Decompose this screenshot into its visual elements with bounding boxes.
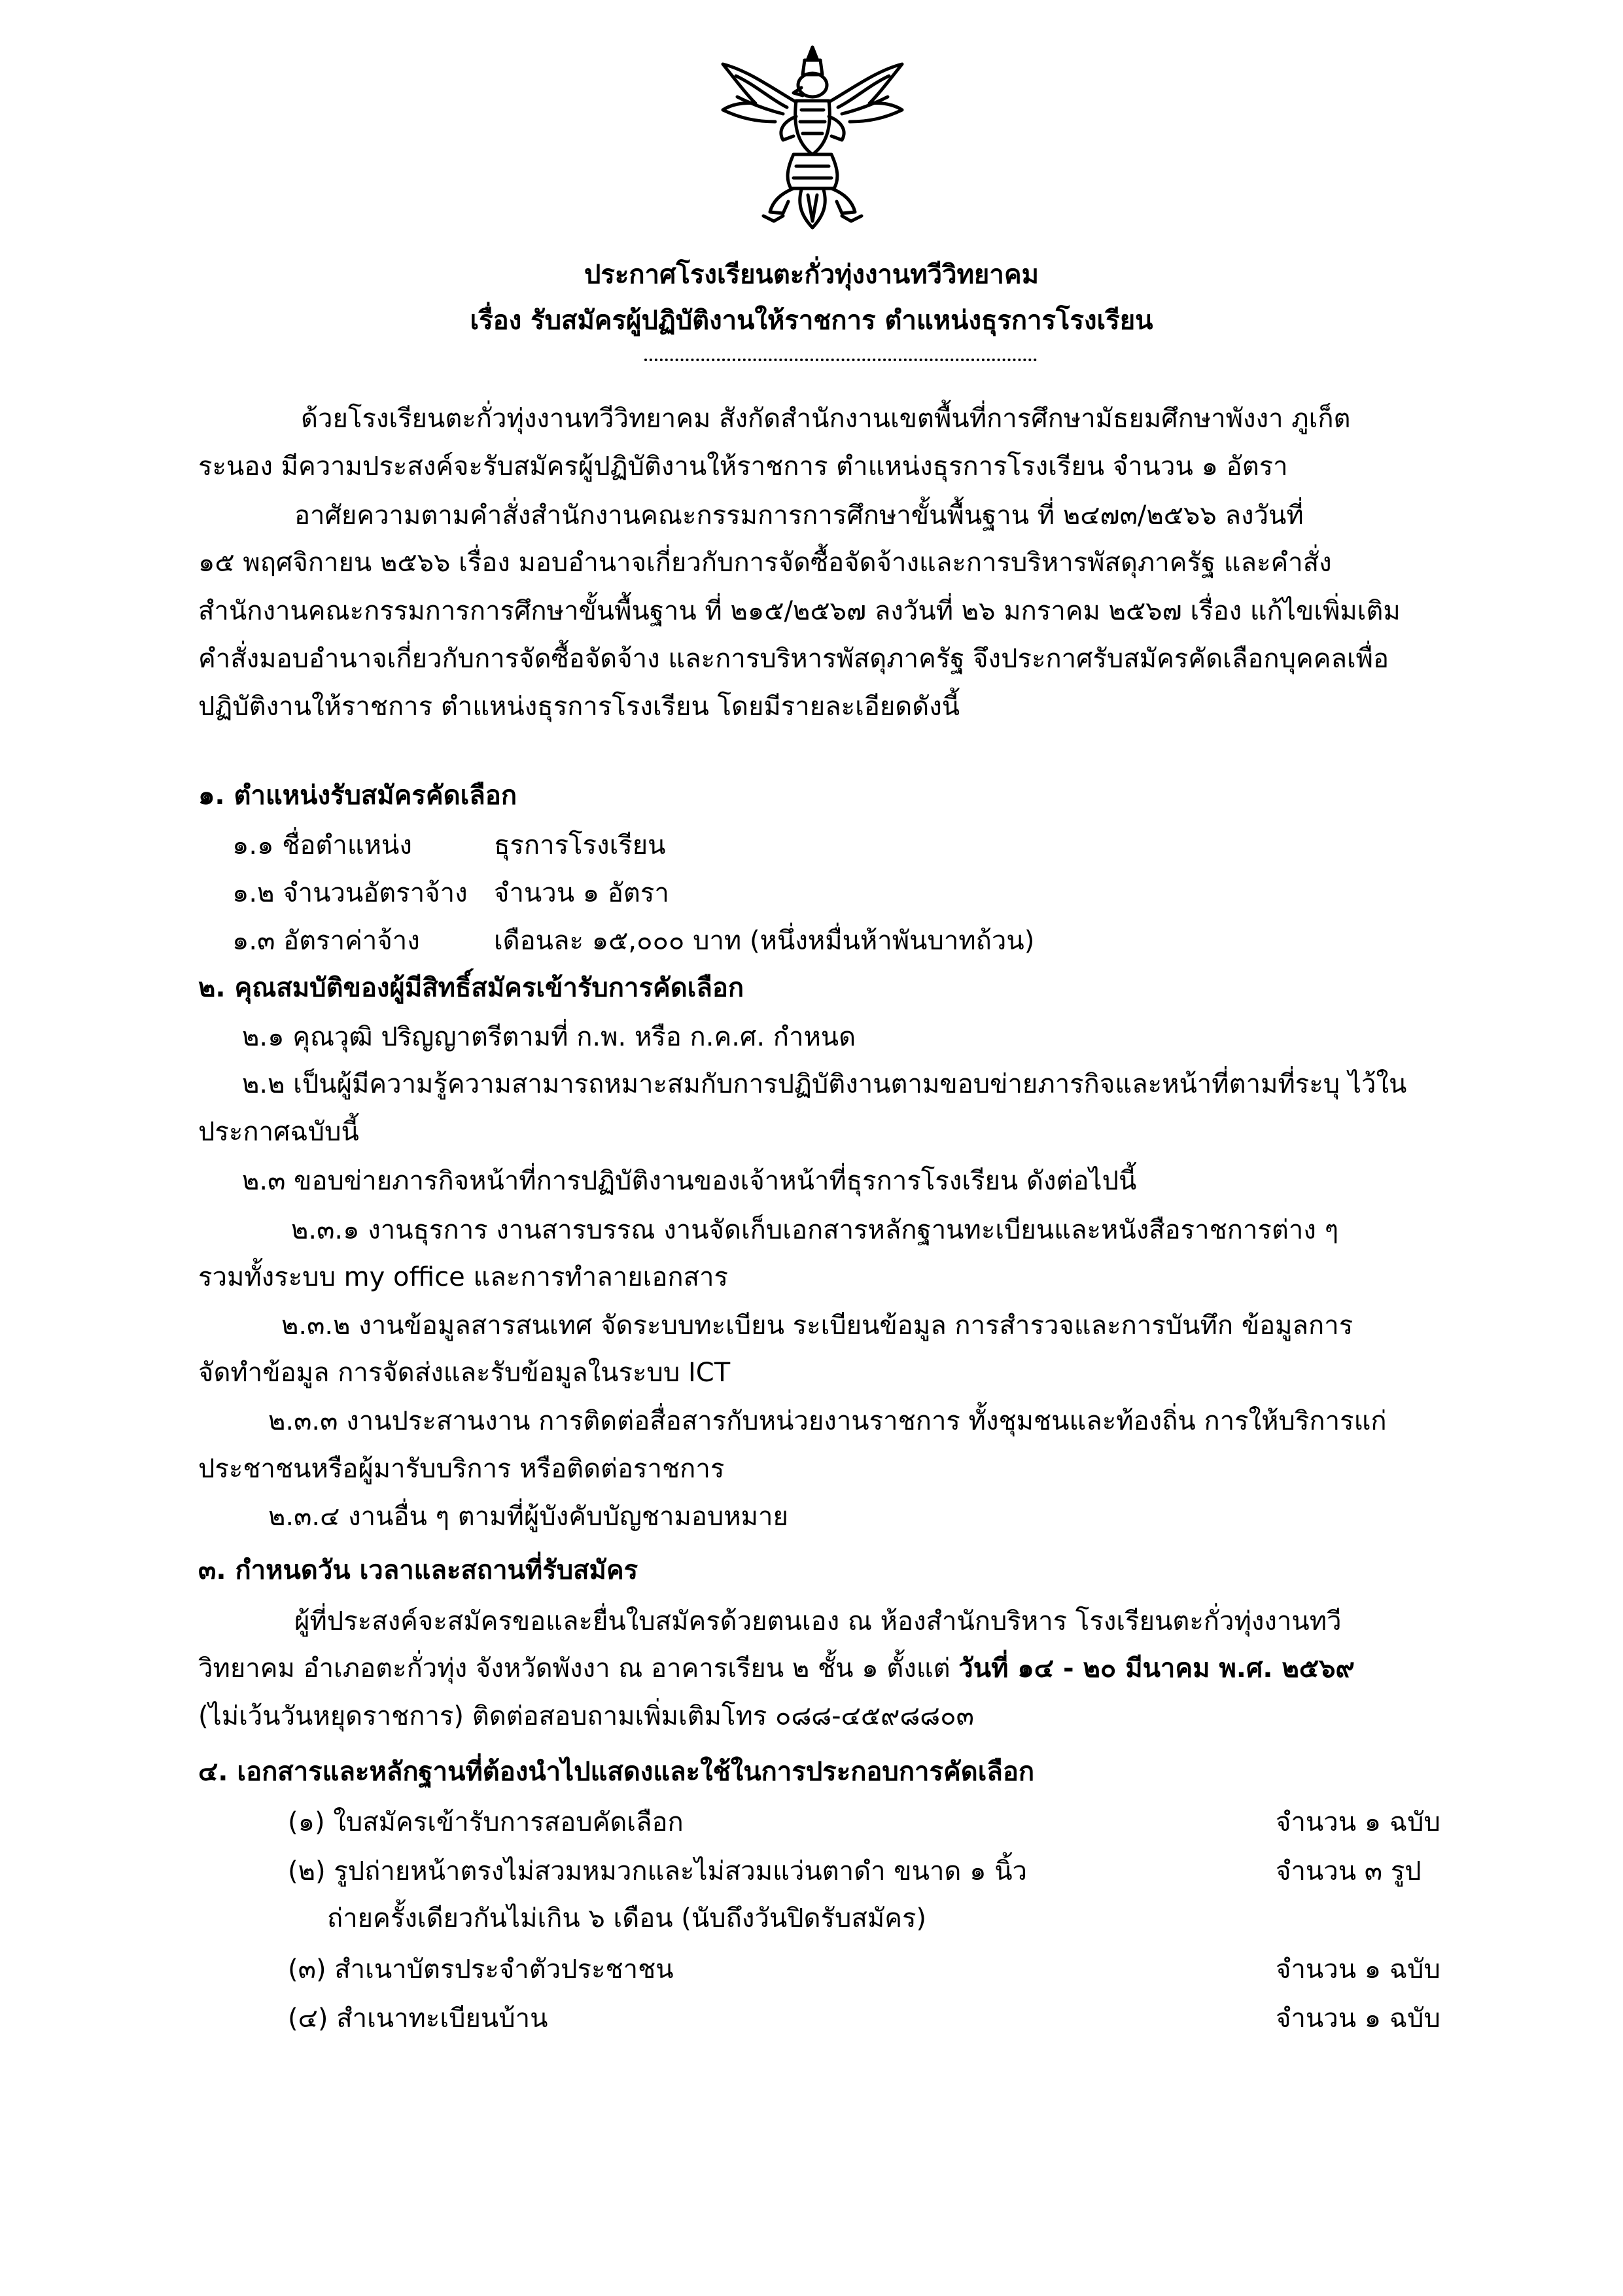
qualification-item-2-2-line-2: ประกาศฉบับนี้ xyxy=(198,1117,359,1147)
position-name-label: ๑.๑ ชื่อตำแหน่ง xyxy=(232,830,412,860)
section-3-heading: ๓. กำหนดวัน เวลาและสถานที่รับสมัคร xyxy=(198,1555,638,1585)
document-item-2-line-1: (๒) รูปถ่ายหน้าตรงไม่สวมหมวกและไม่สวมแว่นตาดำ ขนาด ๑ นิ้ว xyxy=(288,1856,1028,1886)
duty-2-3-4: ๒.๓.๔ งานอื่น ๆ ตามที่ผู้บังคับบัญชามอบหมาย xyxy=(268,1502,788,1532)
intro-paragraph-2-line-5: ปฏิบัติงานให้ราชการ ตำแหน่งธุรการโรงเรียน โดยมีรายละเอียดดังนี้ xyxy=(198,692,960,722)
document-item-2-quantity: จำนวน ๓ รูป xyxy=(1276,1856,1422,1886)
qualification-item-2-2-line-1: ๒.๒ เป็นผู้มีความรู้ความสามารถหมาะสมกับการปฏิบัติงานตามขอบข่ายภารกิจและหน้าที่ตามที่ระบุ ไว้ใน xyxy=(242,1069,1407,1099)
document-item-3-quantity: จำนวน ๑ ฉบับ xyxy=(1276,1954,1440,1985)
intro-paragraph-2-line-2: ๑๕ พฤศจิกายน ๒๕๖๖ เรื่อง มอบอำนาจเกี่ยวกับการจัดซื้อจัดจ้างและการบริหารพัสดุภาครัฐ และคำสั่ง xyxy=(198,548,1332,578)
duty-2-3-3-line-2: ประชาชนหรือผู้มารับบริการ หรือติดต่อราชการ xyxy=(198,1454,725,1484)
document-item-3: (๓) สำเนาบัตรประจำตัวประชาชน xyxy=(288,1954,674,1985)
document-item-2-line-2: ถ่ายครั้งเดียวกันไม่เกิน ๖ เดือน (นับถึงวันปิดรับสมัคร) xyxy=(327,1903,927,1934)
duty-2-3-1-line-2: รวมทั้งระบบ my office และการทำลายเอกสาร xyxy=(198,1262,728,1292)
document-item-4-quantity: จำนวน ๑ ฉบับ xyxy=(1276,2004,1440,2034)
document-item-4: (๔) สำเนาทะเบียนบ้าน xyxy=(288,2004,548,2034)
intro-paragraph-1-line-1: ด้วยโรงเรียนตะกั่วทุ่งงานทวีวิทยาคม สังกัดสำนักงานเขตพื้นที่การศึกษามัธยมศึกษาพังงา ภูเก็ต xyxy=(301,404,1351,434)
application-text-line-2 xyxy=(198,1655,1355,1682)
garuda-emblem xyxy=(710,44,916,231)
application-text-line-1: ผู้ที่ประสงค์จะสมัครขอและยื่นใบสมัครด้วยตนเอง ณ ห้องสำนักบริหาร โรงเรียนตะกั่วทุ่งงานทวี xyxy=(294,1606,1342,1636)
position-name-value: ธุรการโรงเรียน xyxy=(494,830,666,860)
announcement-title: ประกาศโรงเรียนตะกั่วทุ่งงานทวีวิทยาคม xyxy=(584,260,1039,290)
dotted-divider xyxy=(644,359,1037,361)
qualification-item-2-1: ๒.๑ คุณวุฒิ ปริญญาตรีตามที่ ก.พ. หรือ ก.ค.ศ. กำหนด xyxy=(242,1022,856,1052)
intro-paragraph-1-line-2: ระนอง มีความประสงค์จะรับสมัครผู้ปฏิบัติงานให้ราชการ ตำแหน่งธุรการโรงเรียน จำนวน ๑ อัตรา xyxy=(198,451,1288,482)
announcement-subject: เรื่อง รับสมัครผู้ปฏิบัติงานให้ราชการ ตำแหน่งธุรการโรงเรียน xyxy=(470,306,1153,336)
duty-2-3-2-line-1: ๒.๓.๒ งานข้อมูลสารสนเทศ จัดระบบทะเบียน ระเบียนข้อมูล การสำรวจและการบันทึก ข้อมูลการ xyxy=(281,1311,1353,1341)
position-count-value: จำนวน ๑ อัตรา xyxy=(494,878,669,908)
document-item-1: (๑) ใบสมัครเข้ารับการสอบคัดเลือก xyxy=(288,1807,684,1837)
duty-2-3-1-line-1: ๒.๓.๑ งานธุรการ งานสารบรรณ งานจัดเก็บเอกสารหลักฐานทะเบียนและหนังสือราชการต่าง ๆ xyxy=(291,1215,1339,1245)
intro-paragraph-2-line-4: คำสั่งมอบอำนาจเกี่ยวกับการจัดซื้อจัดจ้าง และการบริหารพัสดุภาครัฐ จึงประกาศรับสมัครคัดเลือกบุคคลเพื่อ xyxy=(198,644,1389,674)
wage-value: เดือนละ ๑๕,๐๐๐ บาท (หนึ่งหมื่นห้าพันบาทถ้วน) xyxy=(494,926,1035,956)
intro-paragraph-2-line-1: อาศัยความตามคำสั่งสำนักงานคณะกรรมการการศึกษาขั้นพื้นฐาน ที่ ๒๔๗๓/๒๕๖๖ ลงวันที่ xyxy=(294,501,1304,531)
position-count-label: ๑.๒ จำนวนอัตราจ้าง xyxy=(232,878,468,908)
section-4-heading: ๔. เอกสารและหลักฐานที่ต้องนำไปแสดงและใช้ในการประกอบการคัดเลือก xyxy=(198,1757,1035,1787)
intro-paragraph-2-line-3: สำนักงานคณะกรรมการการศึกษาขั้นพื้นฐาน ที่ ๒๑๕/๒๕๖๗ ลงวันที่ ๒๖ มกราคม ๒๕๖๗ เรื่อง แก้ไขเพิ่มเติม xyxy=(198,596,1401,626)
duty-2-3-3-line-1: ๒.๓.๓ งานประสานงาน การติดต่อสื่อสารกับหน่วยงานราชการ ทั้งชุมชนและท้องถิ่น การให้บริการแก่ xyxy=(268,1406,1387,1436)
section-2-heading: ๒. คุณสมบัติของผู้มีสิทธิ์สมัครเข้ารับการคัดเลือก xyxy=(198,973,744,1003)
wage-label: ๑.๓ อัตราค่าจ้าง xyxy=(232,926,420,956)
application-date-range: วันที่ ๑๔ - ๒๐ มีนาคม พ.ศ. ๒๕๖๙ xyxy=(958,1653,1355,1684)
application-text-line-3: (ไม่เว้นวันหยุดราชการ) ติดต่อสอบถามเพิ่มเติมโทร ๐๘๘-๔๕๙๘๘๐๓ xyxy=(198,1701,974,1731)
application-location-text: วิทยาคม อำเภอตะกั่วทุ่ง จังหวัดพังงา ณ อาคารเรียน ๒ ชั้น ๑ ตั้งแต่ xyxy=(198,1653,959,1684)
document-item-1-quantity: จำนวน ๑ ฉบับ xyxy=(1276,1807,1440,1837)
qualification-item-2-3: ๒.๓ ขอบข่ายภารกิจหน้าที่การปฏิบัติงานของเจ้าหน้าที่ธุรการโรงเรียน ดังต่อไปนี้ xyxy=(242,1166,1137,1196)
duty-2-3-2-line-2: จัดทำข้อมูล การจัดส่งและรับข้อมูลในระบบ ICT xyxy=(198,1358,731,1388)
section-1-heading: ๑. ตำแหน่งรับสมัครคัดเลือก xyxy=(198,781,517,811)
